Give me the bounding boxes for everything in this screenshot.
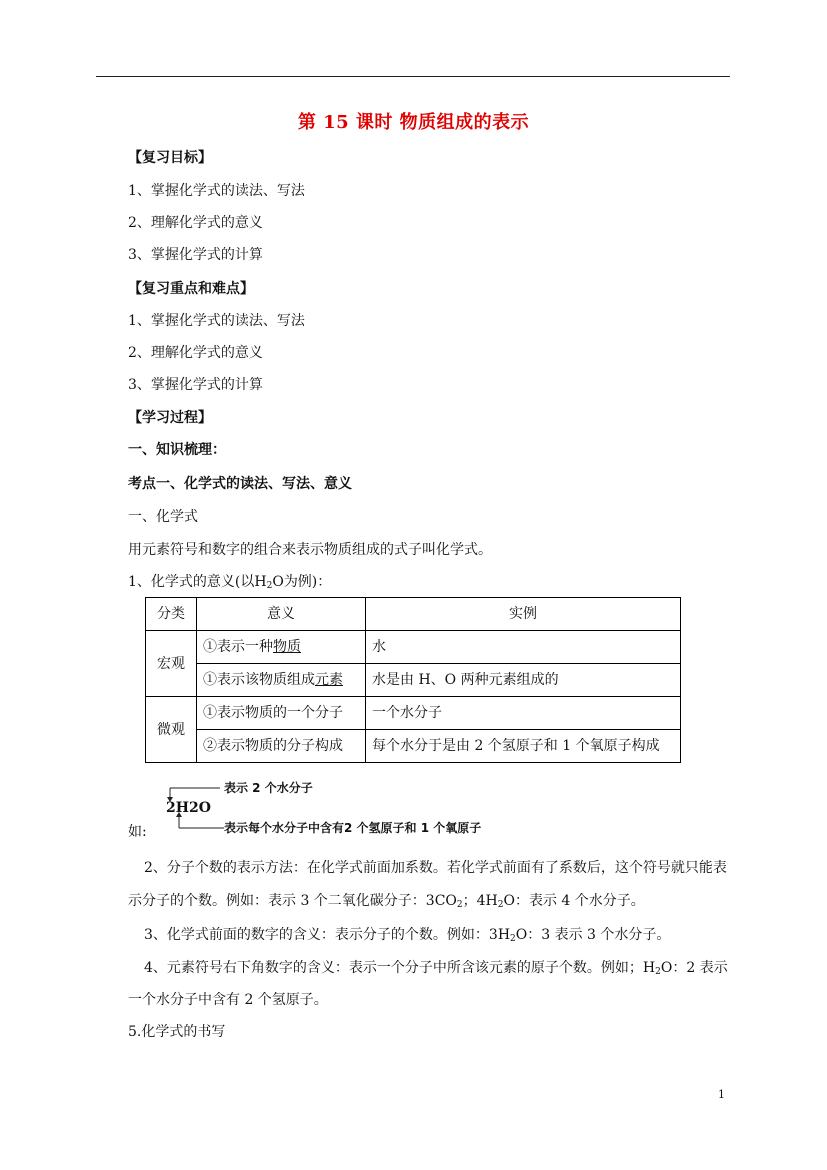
- table-row: [146, 730, 681, 763]
- point3-b: O：3 表示 3 个水分子。: [515, 927, 671, 943]
- formula-h: H: [254, 574, 267, 590]
- point2-line2: [128, 891, 645, 915]
- macro-label: 宏观: [146, 631, 197, 697]
- table-header-row: [146, 598, 681, 631]
- objective-item-3: 3、掌握化学式的计算: [128, 247, 263, 263]
- meaning-intro: [128, 572, 331, 596]
- diagram-label-bottom: 表示每个水分子中含有2 个氢原子和 1 个氧原子: [224, 821, 482, 835]
- header-rule: [96, 76, 730, 77]
- example-cell: 每个水分于是由 2 个氢原子和 1 个氧原子构成: [366, 730, 681, 763]
- table-row: [146, 697, 681, 730]
- point4-b: O：2 表示: [660, 960, 728, 976]
- meaning-intro-suffix: 为例)：: [283, 574, 332, 590]
- point4-line2: 一个水分子中含有 2 个氢原子。: [128, 992, 328, 1008]
- definition-text: 用元素符号和数字的组合来表示物质组成的式子叫化学式。: [128, 542, 492, 558]
- section-heading: 一、知识梳理：: [128, 442, 226, 458]
- subsection-heading: 一、化学式: [128, 509, 198, 525]
- header-category: 分类: [146, 598, 197, 631]
- meaning-cell: [197, 631, 366, 664]
- point2-a: 示分子的个数。例如：表示 3 个二氧化碳分子：3CO: [128, 893, 457, 909]
- example-cell: 水: [366, 631, 681, 664]
- meaning-underline: 物质: [273, 639, 301, 655]
- point4-line1: [144, 958, 728, 982]
- objective-item-2: 2、理解化学式的意义: [128, 215, 263, 231]
- meaning-cell: [197, 664, 366, 697]
- point3-a: 3、化学式前面的数字的含义：表示分子的个数。例如：3H: [144, 927, 511, 943]
- example-cell: 水是由 H、O 两种元素组成的: [366, 664, 681, 697]
- point4-sub: 2: [655, 967, 661, 977]
- header-example: 实例: [366, 598, 681, 631]
- diagram-ru: 如:: [128, 824, 147, 840]
- micro-label: 微观: [146, 697, 197, 763]
- diagram-formula: 2H2O: [166, 800, 211, 816]
- point2-sub: 2: [456, 900, 463, 910]
- diagram-label-top: 表示 2 个水分子: [224, 781, 313, 795]
- meaning-underline: 元素: [315, 672, 343, 688]
- objectives-heading: 【复习目标】: [128, 150, 212, 166]
- point4-a: 4、元素符号右下角数字的含义：表示一个分子中所含该元素的原子个数。例如；H: [144, 960, 656, 976]
- page-number: 1: [718, 1088, 725, 1101]
- page-title: 第 15 课时 物质组成的表示: [297, 112, 530, 133]
- meaning-table: [145, 597, 681, 763]
- meaning-cell: [197, 697, 366, 730]
- kaodian-heading: 考点一、化学式的读法、写法、意义: [128, 476, 352, 492]
- point3-line: [144, 925, 670, 949]
- objective-item-1: 1、掌握化学式的读法、写法: [128, 183, 305, 199]
- meaning-text: ①表示一种: [203, 639, 273, 655]
- meaning-text: ①表示物质的一个分子: [203, 705, 343, 721]
- formula-diagram: [128, 768, 548, 844]
- meaning-intro-prefix: 1、化学式的意义(以: [128, 574, 255, 590]
- key-point-item-1: 1、掌握化学式的读法、写法: [128, 313, 305, 329]
- header-meaning: 意义: [197, 598, 366, 631]
- meaning-text: ①表示该物质组成: [203, 672, 315, 688]
- key-point-item-2: 2、理解化学式的意义: [128, 345, 263, 361]
- point5-heading: 5.化学式的书写: [128, 1024, 226, 1040]
- formula-o: O: [272, 574, 284, 590]
- table-row: [146, 631, 681, 664]
- key-point-item-3: 3、掌握化学式的计算: [128, 377, 263, 393]
- point2-b: ；4H: [462, 893, 498, 909]
- key-points-heading: 【复习重点和难点】: [128, 281, 254, 297]
- process-heading: 【学习过程】: [128, 410, 212, 426]
- point2-line1: 2、分子个数的表示方法：在化学式前面加系数。若化学式前面有了系数后，这个符号就只能表: [144, 860, 727, 876]
- point3-sub: 2: [510, 934, 516, 944]
- example-cell: 一个水分子: [366, 697, 681, 730]
- meaning-text: ②表示物质的分子构成: [203, 738, 343, 754]
- meaning-cell: [197, 730, 366, 763]
- point2-c: O：表示 4 个水分子。: [503, 893, 645, 909]
- formula-sub: 2: [266, 581, 273, 591]
- point2-sub2: 2: [497, 900, 504, 910]
- table-row: [146, 664, 681, 697]
